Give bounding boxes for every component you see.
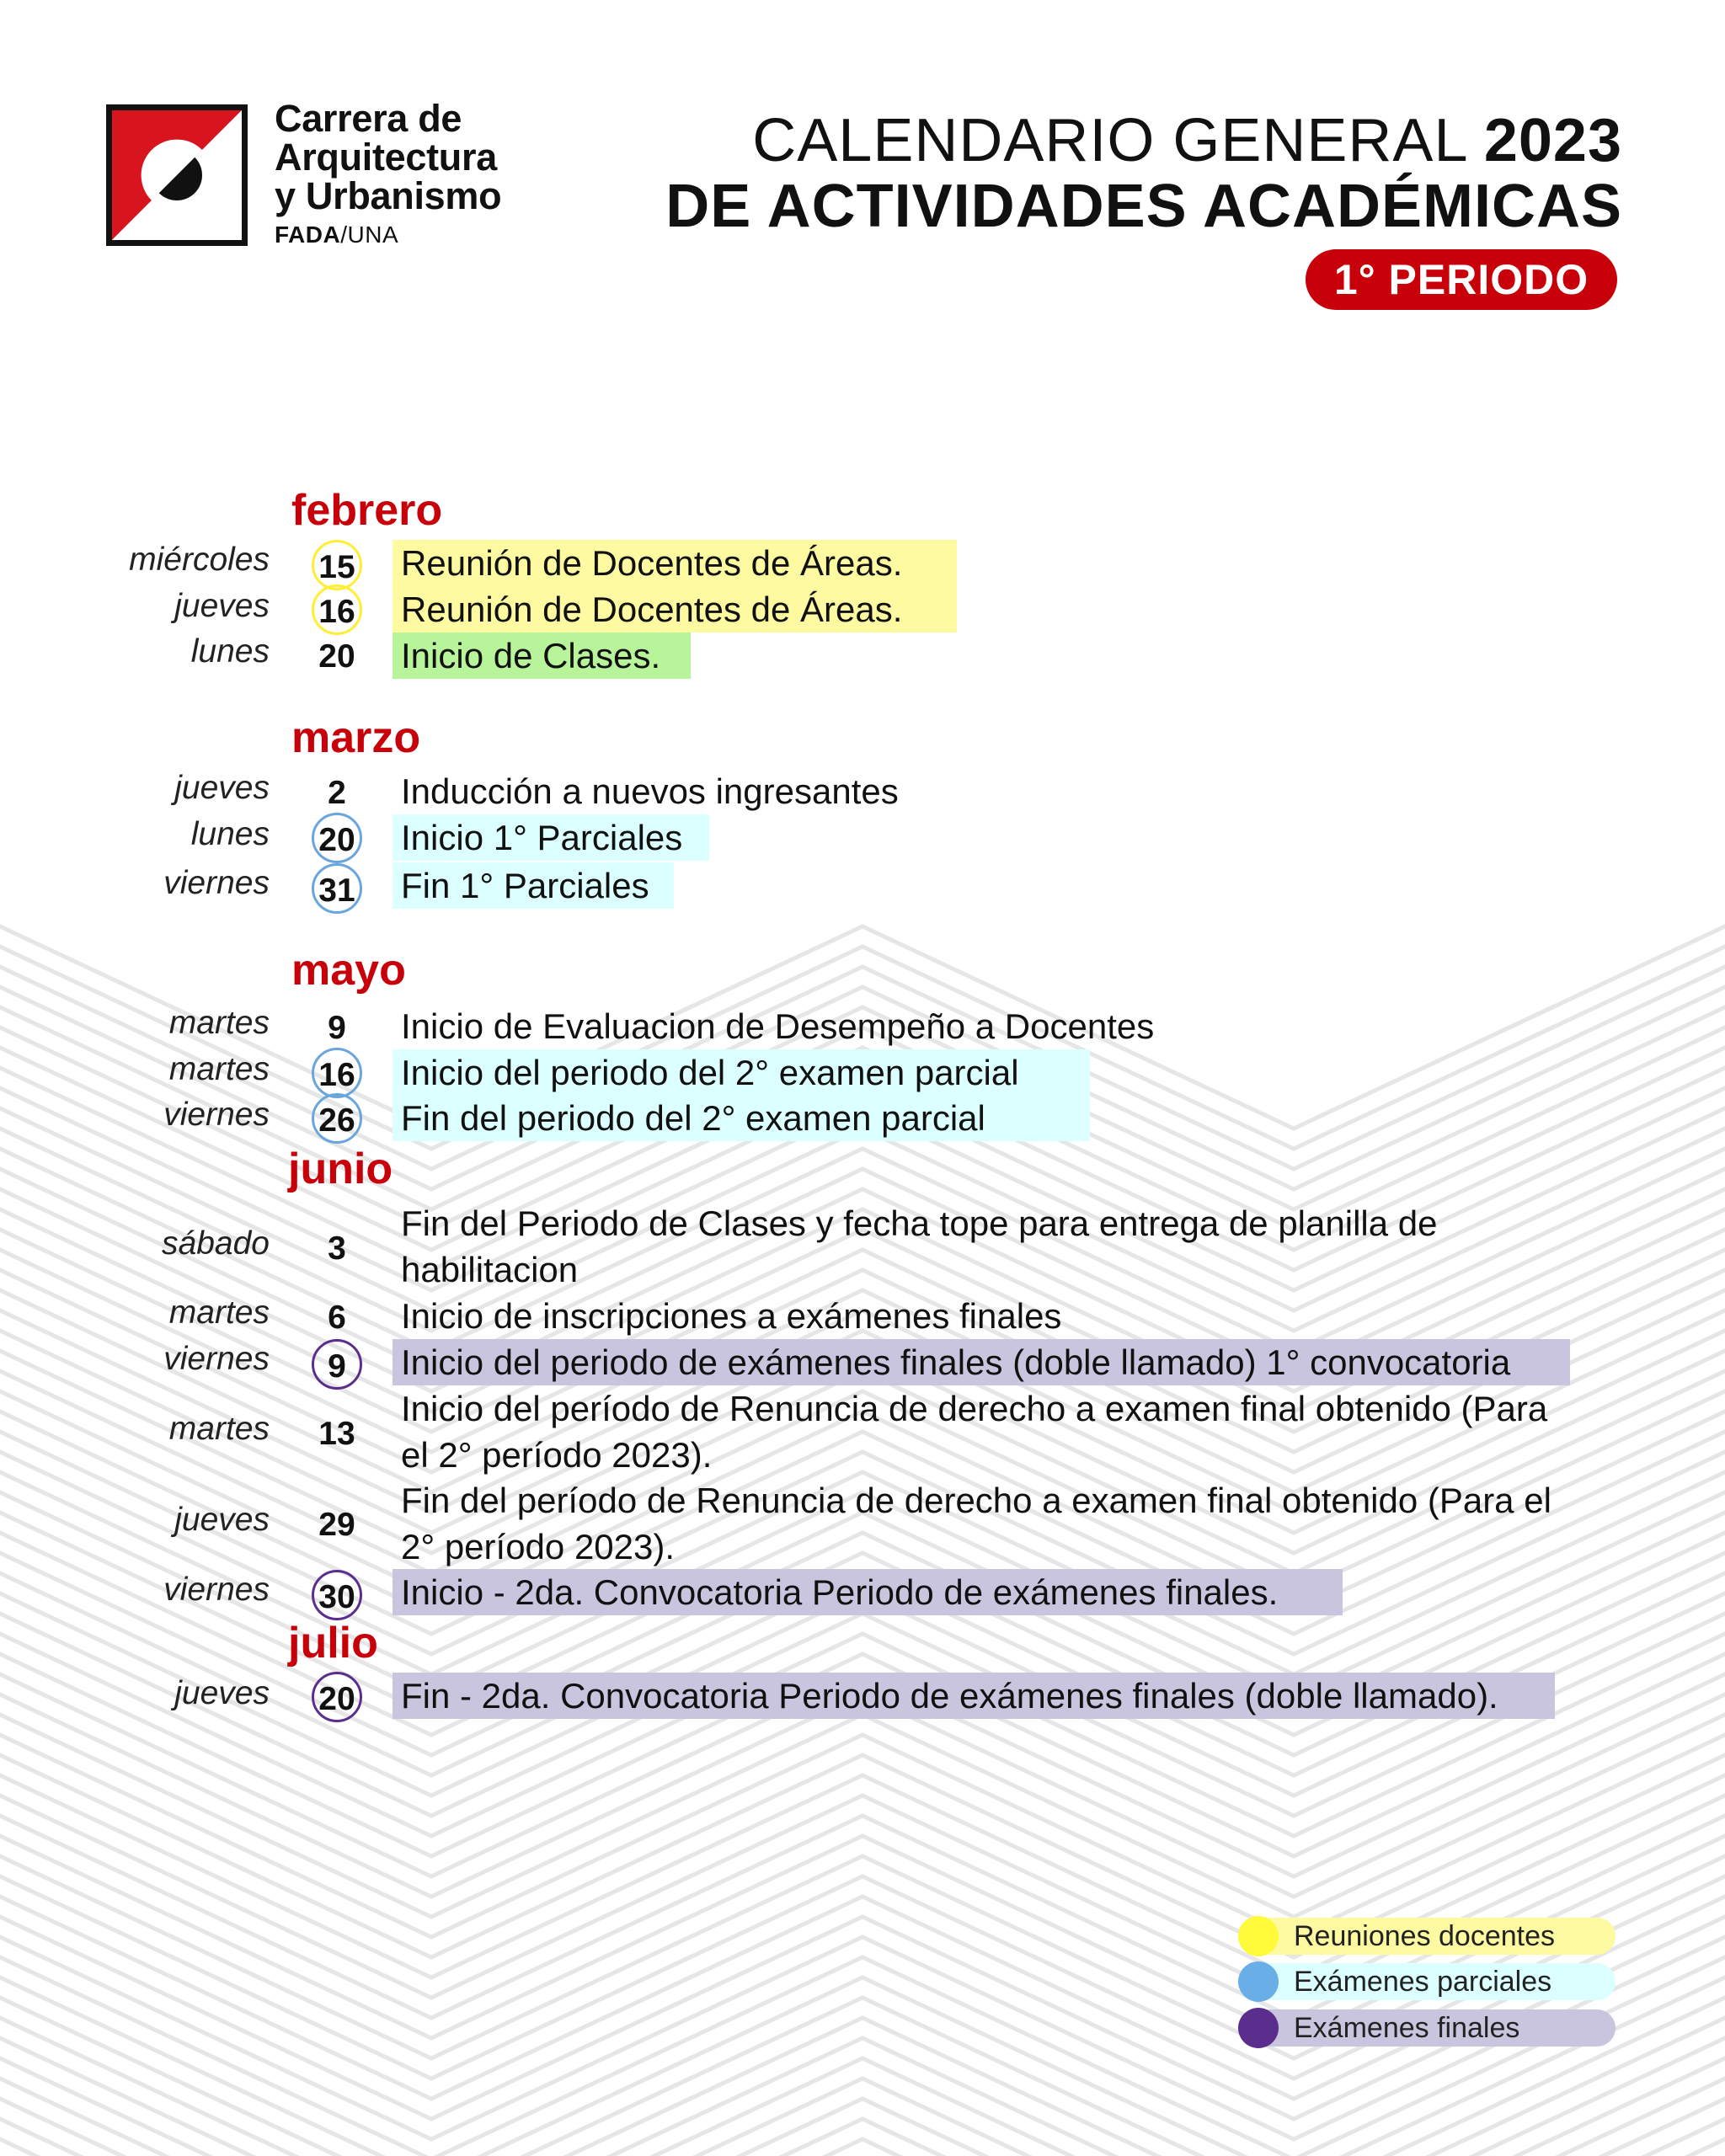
date-number: 29 (318, 1507, 355, 1543)
brand-subtitle (275, 221, 501, 249)
date-number: 9 (328, 1010, 346, 1046)
legend-item-reuniones (1238, 1918, 1616, 1955)
day-label: jueves (174, 770, 270, 806)
event-text: Fin del período de Renuncia de derecho a examen final obtenido (Para el 2° período 2023). (401, 1481, 1551, 1566)
event-text: Reunión de Docentes de Áreas. (393, 586, 957, 632)
day-label: jueves (174, 588, 270, 624)
event-text: Reunión de Docentes de Áreas. (393, 540, 957, 586)
brand-line-1: Carrera de (275, 97, 462, 140)
date-number: 15 (312, 540, 362, 590)
legend-dot-icon (1238, 1916, 1279, 1956)
day-label: martes (168, 1051, 270, 1087)
month-mayo: mayo (291, 946, 406, 995)
day-label: miércoles (129, 542, 270, 578)
day-label: martes (168, 1411, 270, 1447)
date-number: 13 (318, 1416, 355, 1452)
date-number: 30 (312, 1570, 362, 1620)
event-text: Inicio 1° Parciales (393, 814, 709, 861)
date-number: 20 (318, 638, 355, 675)
day-label: viernes (163, 1572, 270, 1608)
day-label: lunes (190, 633, 270, 670)
event-text: Fin del periodo del 2° examen parcial (393, 1095, 1090, 1141)
date-number: 16 (312, 1048, 362, 1098)
brand-line-3: y Urbanismo (275, 174, 502, 217)
period-badge: 1° PERIODO (1306, 249, 1617, 310)
brand-fada: FADA (275, 221, 341, 248)
logo-icon (106, 104, 248, 246)
date-number: 20 (312, 1672, 362, 1722)
event-text: Fin 1° Parciales (393, 862, 674, 909)
day-label: jueves (174, 1502, 270, 1538)
event-text: Inducción a nuevos ingresantes (401, 771, 899, 811)
date-number: 2 (328, 775, 346, 811)
date-number: 20 (312, 813, 362, 863)
event-text: Inicio de inscripciones a exámenes finales (401, 1296, 1062, 1336)
legend-label: Reuniones docentes (1294, 1920, 1556, 1952)
event-text: Inicio de Evaluacion de Desempeño a Docentes (401, 1006, 1155, 1046)
legend-label: Exámenes parciales (1294, 1966, 1552, 1998)
title-line-2: DE ACTIVIDADES ACADÉMICAS (665, 173, 1622, 240)
event-text: Inicio del periodo de exámenes finales (doble llamado) 1° convocatoria (393, 1339, 1570, 1385)
event-text: Inicio - 2da. Convocatoria Periodo de exámenes finales. (393, 1569, 1343, 1615)
month-julio: julio (288, 1619, 378, 1668)
event-text: Fin - 2da. Convocatoria Periodo de exámenes finales (doble llamado). (393, 1673, 1555, 1719)
month-junio: junio (288, 1145, 393, 1193)
title-year: 2023 (1483, 107, 1622, 174)
date-number: 31 (312, 863, 362, 914)
page-title (665, 108, 1622, 239)
brand-block (275, 99, 501, 249)
zigzag-line (0, 1977, 1725, 2156)
zigzag-line (0, 2099, 1725, 2156)
month-febrero: febrero (291, 486, 443, 535)
zigzag-line (0, 2139, 1725, 2156)
event-text: Fin del Periodo de Clases y fecha tope para entrega de planilla de habilitacion (401, 1203, 1438, 1289)
legend-dot-icon (1238, 2008, 1279, 2048)
day-label: sábado (162, 1225, 270, 1262)
day-label: martes (168, 1005, 270, 1041)
legend-item-finales (1238, 2009, 1616, 2047)
date-number: 3 (328, 1230, 346, 1267)
event-text: Inicio del período de Renuncia de derecho a examen final obtenido (Para el 2° período 2023). (401, 1389, 1548, 1475)
day-label: jueves (174, 1675, 270, 1711)
date-number: 16 (312, 584, 362, 635)
legend-label: Exámenes finales (1294, 2012, 1520, 2044)
day-label: lunes (190, 816, 270, 852)
day-label: viernes (163, 1097, 270, 1133)
legend-dot-icon (1238, 1961, 1279, 2002)
day-label: viernes (163, 1341, 270, 1377)
month-marzo: marzo (291, 713, 421, 762)
brand-line-2: Arquitectura (275, 136, 497, 179)
day-label: martes (168, 1294, 270, 1331)
day-label: viernes (163, 865, 270, 901)
date-number: 9 (312, 1339, 362, 1390)
event-text: Inicio de Clases. (393, 632, 691, 679)
event-text: Inicio del periodo del 2° examen parcial (393, 1049, 1090, 1096)
date-number: 26 (312, 1093, 362, 1144)
brand-slash: / (340, 221, 348, 248)
legend-item-parciales (1238, 1963, 1616, 2000)
brand-una: UNA (347, 221, 399, 248)
title-line-1: CALENDARIO GENERAL (752, 107, 1466, 174)
date-number: 6 (328, 1299, 346, 1336)
